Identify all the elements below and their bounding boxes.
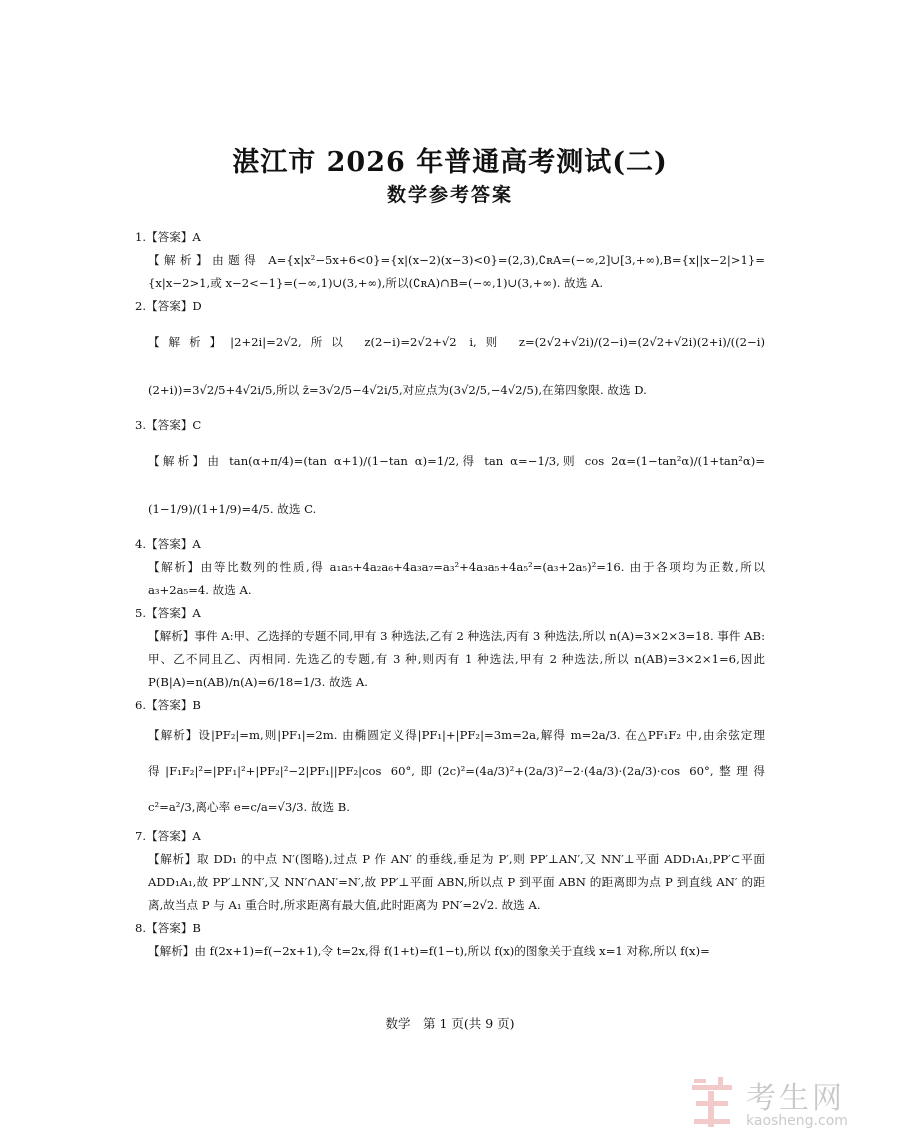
watermark-name: 考生网 — [746, 1081, 845, 1116]
question-3 — [135, 414, 765, 533]
answer-list — [135, 226, 765, 963]
explanation: 【解析】事件 A:甲、乙选择的专题不同,甲有 3 种选法,乙有 2 种选法,丙有 3 种选法,所以 n(A)=3×2×3=18. 事件 AB:甲、乙不同且乙、丙相同. 先选乙的专题,有 3 种,则丙有 1 种选法,甲有 2 种选法,所以 n(AB)=3×2×1=6,因此 P(B|A)=n(AB)/n(A)=6/18=1/3. 故选 A. — [148, 629, 765, 689]
explanation: 【解析】由 f(2x+1)=f(−2x+1),令 t=2x,得 f(1+t)=f(1−t),所以 f(x)的图象关于直线 x=1 对称,所以 f(x)= — [148, 944, 710, 958]
answer-line: 5.【答案】A — [135, 606, 201, 620]
page-title: 湛江市 2026 年普通高考测试(二) — [232, 147, 668, 178]
question-6 — [135, 694, 765, 825]
question-1 — [135, 226, 765, 295]
answer-line: 2.【答案】D — [135, 299, 202, 313]
question-2 — [135, 295, 765, 414]
answer-line: 4.【答案】A — [135, 537, 201, 551]
page-subtitle: 数学参考答案 — [386, 184, 513, 206]
explanation: 【解析】设|PF₂|=m,则|PF₁|=2m. 由椭圆定义得|PF₁|+|PF₂|=3m=2a,解得 m=2a/3. 在△PF₁F₂ 中,由余弦定理得|F₁F₂|²=|PF₁|²+|PF₂|²−2|PF₁||PF₂|cos 60°,即(2c)²=(4a/3)²+(2a/3)²−2·(4a/3)·(2a/3)·cos 60°,整理得 c²=a²/3,离心率 e=c/a=√3/3. 故选 B. — [148, 728, 765, 814]
site-watermark — [688, 1073, 878, 1135]
answer-line: 6.【答案】B — [135, 698, 201, 712]
explanation: 【解析】由 tan(α+π/4)=(tan α+1)/(1−tan α)=1/2,得 tan α=−1/3,则 cos 2α=(1−tan²α)/(1+tan²α)=(1−1/9)/(1+1/9)=4/5. 故选 C. — [148, 454, 765, 516]
answer-line: 3.【答案】C — [135, 418, 202, 432]
kaosheng-logo-icon — [688, 1075, 736, 1131]
answer-line: 7.【答案】A — [135, 829, 201, 843]
page-footer: 数学 第 1 页(共 9 页) — [385, 1016, 515, 1031]
explanation: 【解析】取 DD₁ 的中点 N′(图略),过点 P 作 AN′ 的垂线,垂足为 P′,则 PP′⊥AN′,又 NN′⊥平面 ADD₁A₁,PP′⊂平面 ADD₁A₁,故 PP′⊥NN′,又 NN′∩AN′=N′,故 PP′⊥平面 ABN,所以点 P 到平面 ABN 的距离即为点 P 到直线 AN′ 的距离,故当点 P 与 A₁ 重合时,所求距离有最大值,此时距离为 PN′=2√2. 故选 A. — [148, 852, 765, 912]
explanation: 【解析】由题得 A={x|x²−5x+6<0}={x|(x−2)(x−3)<0}=(2,3),∁ʀA=(−∞,2]∪[3,+∞),B={x||x−2|>1}={x|x−2>1,或 x−2<−1}=(−∞,1)∪(3,+∞),所以(∁ʀA)∩B=(−∞,1)∪(3,+∞). 故选 A. — [148, 253, 765, 290]
question-7 — [135, 825, 765, 917]
answer-line: 1.【答案】A — [135, 230, 201, 244]
explanation: 【解析】|2+2i|=2√2,所以 z(2−i)=2√2+√2 i,则 z=(2√2+√2i)/(2−i)=(2√2+√2i)(2+i)/((2−i)(2+i))=3√2/5+4√2i/5,所以 z̄=3√2/5−4√2i/5,对应点为(3√2/5,−4√2/5),在第四象限. 故选 D. — [148, 335, 765, 397]
question-5 — [135, 602, 765, 694]
question-4 — [135, 533, 765, 602]
question-8 — [135, 917, 765, 963]
answer-line: 8.【答案】B — [135, 921, 201, 935]
watermark-url: kaosheng.com — [746, 1113, 848, 1129]
explanation: 【解析】由等比数列的性质,得 a₁a₅+4a₂a₆+4a₃a₇=a₃²+4a₃a₅+4a₅²=(a₃+2a₅)²=16. 由于各项均为正数,所以 a₃+2a₅=4. 故选 A. — [148, 560, 765, 597]
